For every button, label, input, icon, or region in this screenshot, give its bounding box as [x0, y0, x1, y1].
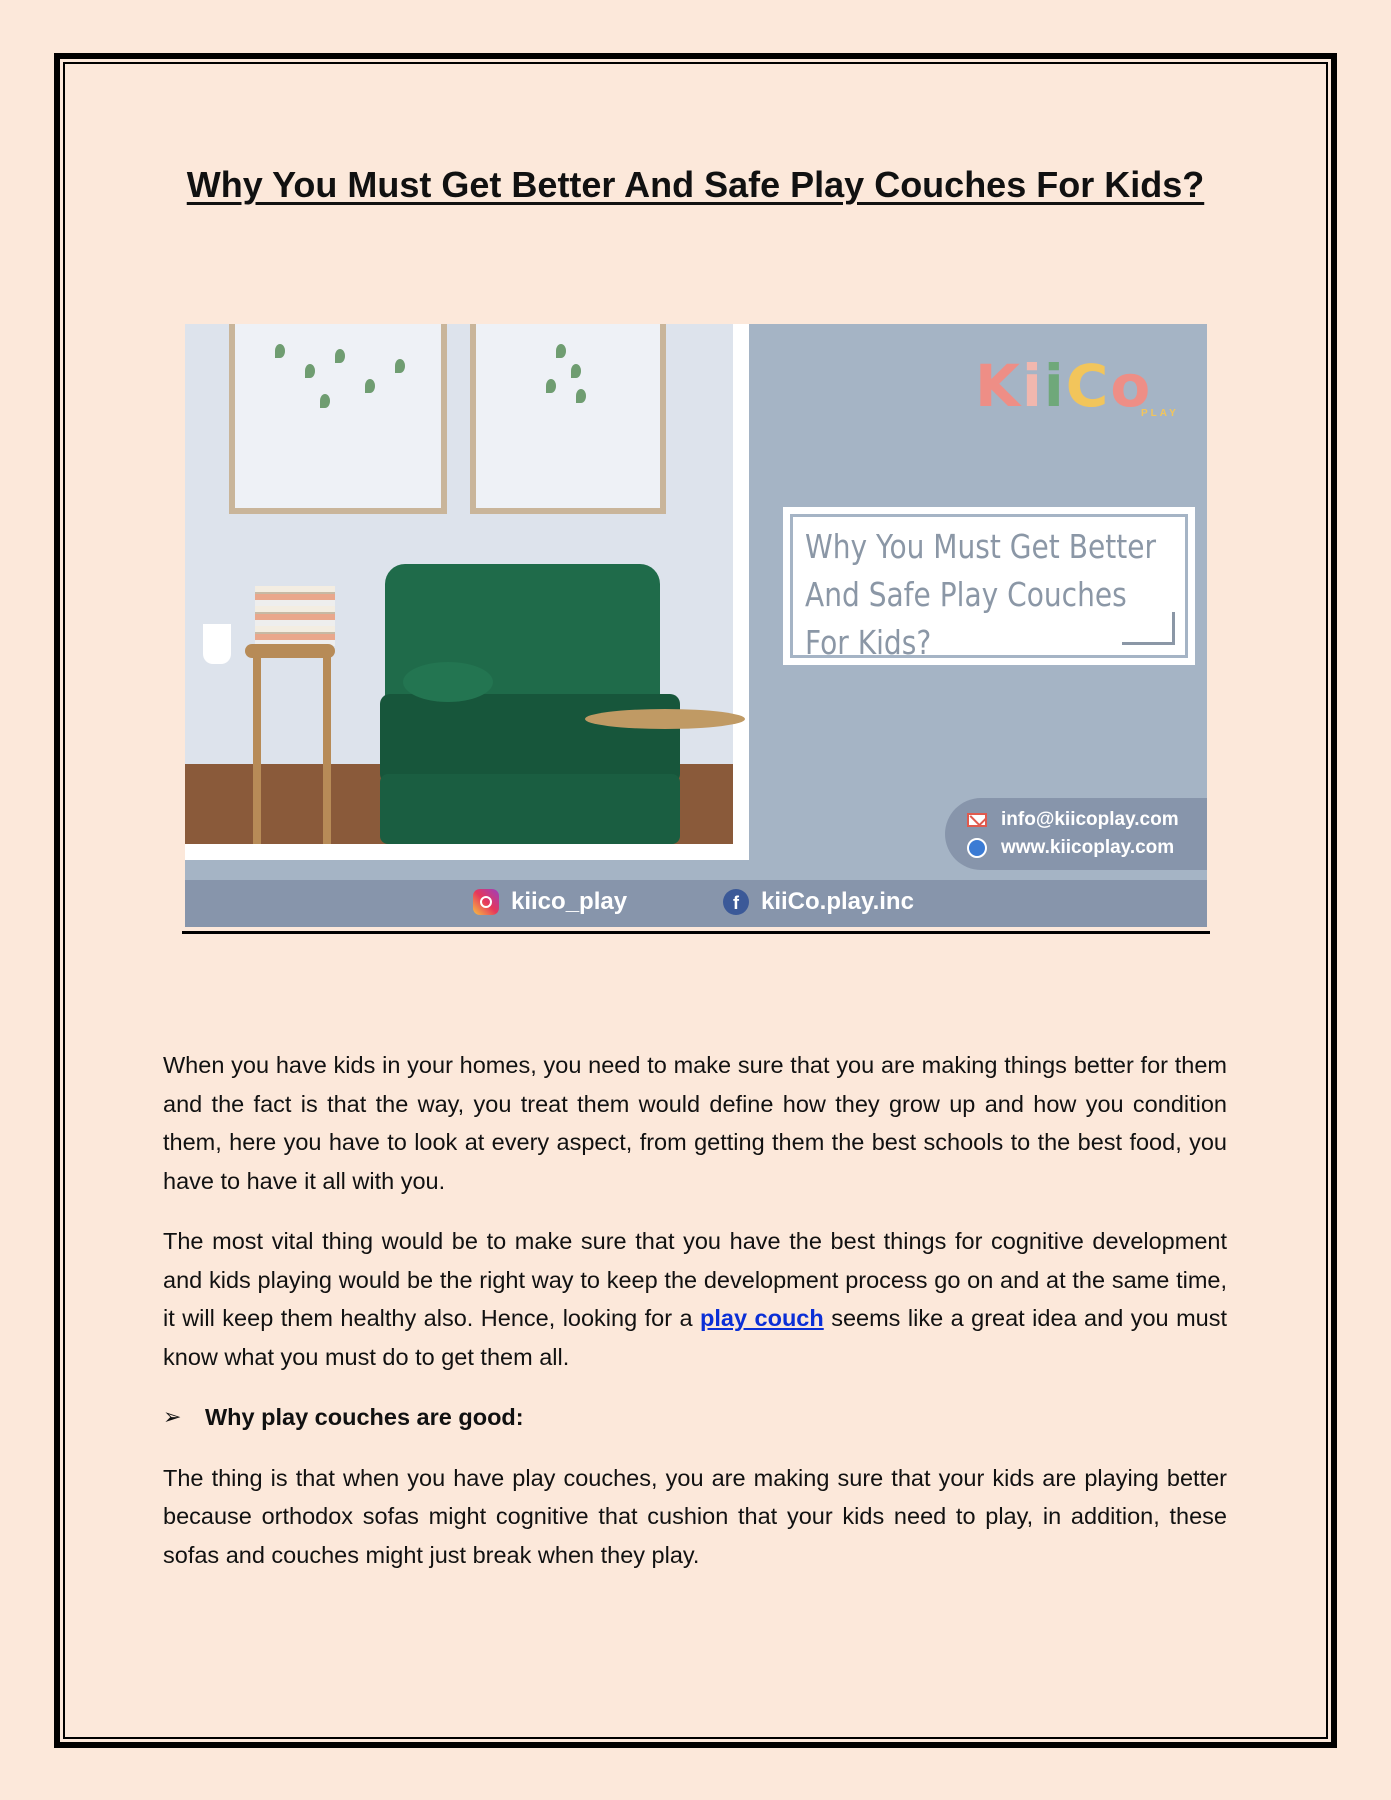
- email-text: info@kiicoplay.com: [1001, 809, 1179, 830]
- play-couch-link[interactable]: play couch: [700, 1305, 824, 1331]
- globe-icon: [967, 838, 987, 858]
- facebook-text: kiiCo.play.inc: [761, 888, 914, 915]
- hero-underline: [182, 931, 1210, 934]
- page-title: Why You Must Get Better And Safe Play Couches For Kids?: [186, 164, 1205, 205]
- kiico-logo: KiiCo: [975, 352, 1153, 420]
- paragraph-2-end: seems like a great idea and you must know what you must do to get them all.: [163, 1305, 1228, 1370]
- mail-icon: [967, 813, 987, 827]
- hero-text-box: [783, 507, 1195, 665]
- paragraph-2-start: The most vital thing would be to make sure that you have the best things for cognitive development and kids playing would be the right way to keep the development process go on and at the same time, it will keep them healthy also. Hence, looking for a: [163, 1228, 1227, 1331]
- contact-website: [967, 834, 1174, 862]
- instagram-handle: [473, 888, 627, 916]
- website-text: www.kiicoplay.com: [1001, 837, 1175, 858]
- contact-pill: [945, 798, 1207, 870]
- corner-bracket: [1122, 612, 1175, 645]
- bullet-heading-row: [163, 1398, 1227, 1437]
- social-bar: [185, 880, 1207, 927]
- facebook-icon: f: [723, 889, 749, 915]
- book-stack: [255, 586, 335, 646]
- arrow-bullet-icon: ➢: [163, 1404, 182, 1429]
- side-table: [585, 709, 745, 729]
- couch-seat: [380, 694, 680, 784]
- couch-base: [380, 774, 680, 844]
- plant-pot: [203, 624, 231, 664]
- paragraph-1: When you have kids in your homes, you need to make sure that you are making things better for them and the fact is that the way, you treat them would define how they grow up and how you condition them, here you have to look at every aspect, from getting them the best schools to the best food, you have to have it all with you.: [163, 1052, 1227, 1194]
- hero-photo: [185, 324, 749, 860]
- logo-subtext: PLAY: [1141, 408, 1179, 419]
- bullet-heading: Why play couches are good:: [205, 1404, 524, 1430]
- hero-image: [185, 324, 1207, 927]
- hero-box-text: Why You Must Get Better And Safe Play Couches For Kids?: [805, 527, 1156, 662]
- article-body: [163, 1046, 1227, 1596]
- facebook-handle: [723, 888, 914, 916]
- instagram-icon: [473, 889, 499, 915]
- wall-frame-left: [229, 324, 447, 514]
- contact-email: [967, 806, 1179, 834]
- paragraph-3: The thing is that when you have play couches, you are making sure that your kids are playing better because orthodox sofas might cognitive that cushion that your kids need to play, in addition, these sofas and couches might just break when they play.: [163, 1464, 1227, 1568]
- paragraph-2: [163, 1222, 1227, 1376]
- couch-cushion: [403, 662, 493, 702]
- instagram-text: kiico_play: [511, 888, 628, 915]
- wall-frame-right: [470, 324, 666, 514]
